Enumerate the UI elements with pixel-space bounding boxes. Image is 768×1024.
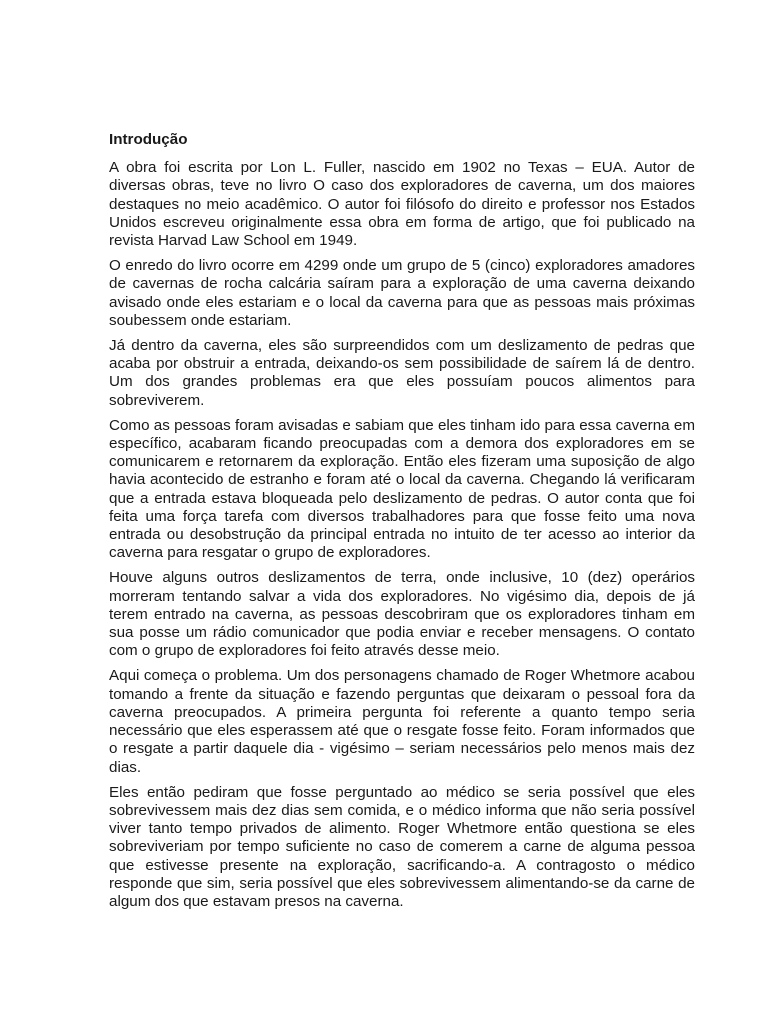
document-page	[109, 131, 695, 918]
paragraph-1: A obra foi escrita por Lon L. Fuller, nascido em 1902 no Texas – EUA. Autor de diversas obras, teve no livro O caso dos exploradores de caverna, um dos maiores destaques no meio acadêmico. O autor foi filósofo do direito e professor nos Estados Unidos escreveu originalmente essa obra em forma de artigo, que foi publicado na revista Harvad Law School em 1949.	[109, 159, 695, 250]
paragraph-3: Já dentro da caverna, eles são surpreendidos com um deslizamento de pedras que acaba por obstruir a entrada, deixando-os sem possibilidade de saírem lá de dentro. Um dos grandes problemas era que eles possuíam poucos alimentos para sobreviverem.	[109, 337, 695, 409]
paragraph-6: Aqui começa o problema. Um dos personagens chamado de Roger Whetmore acabou tomando a frente da situação e fazendo perguntas que deixaram o pessoal fora da caverna preocupados. A primeira pergunta foi referente a quanto tempo seria necessário que eles esperassem até que o resgate fosse feito. Foram informados que o resgate a partir daquele dia - vigésimo – seriam necessários pelo menos mais dez dias.	[109, 667, 695, 776]
paragraph-5: Houve alguns outros deslizamentos de terra, onde inclusive, 10 (dez) operários morreram tentando salvar a vida dos exploradores. No vigésimo dia, depois de já terem entrado na caverna, as pessoas descobriram que os exploradores tinham em sua posse um rádio comunicador que podia enviar e receber mensagens. O contato com o grupo de exploradores foi feito através desse meio.	[109, 569, 695, 660]
paragraph-7: Eles então pediram que fosse perguntado ao médico se seria possível que eles sobrevivessem mais dez dias sem comida, e o médico informa que não seria possível viver tanto tempo privados de alimento. Roger Whetmore então questiona se eles sobreviveriam por tempo suficiente no caso de comerem a carne de alguma pessoa que estivesse presente na exploração, sacrificando-a. A contragosto o médico responde que sim, seria possível que eles sobrevivessem alimentando-se da carne de algum dos que estavam presos na caverna.	[109, 783, 695, 910]
paragraph-2: O enredo do livro ocorre em 4299 onde um grupo de 5 (cinco) exploradores amadores de cavernas de rocha calcária saíram para a exploração de uma caverna deixando avisado onde eles estariam e o local da caverna para que as pessoas mais próximas soubessem onde estariam.	[109, 257, 695, 329]
section-heading: Introdução	[109, 131, 188, 148]
paragraph-4: Como as pessoas foram avisadas e sabiam que eles tinham ido para essa caverna em específico, acabaram ficando preocupadas com a demora dos exploradores em se comunicarem e retornarem da exploração. Então eles fizeram uma suposição de algo havia acontecido de estranho e foram até o local da caverna. Chegando lá verificaram que a entrada estava bloqueada pelo deslizamento de pedras. O autor conta que foi feita uma força tarefa com diversos trabalhadores para que fosse feito uma nova entrada ou desobstrução da principal entrada no intuito de ter acesso ao interior da caverna para resgatar o grupo de exploradores.	[109, 416, 695, 562]
